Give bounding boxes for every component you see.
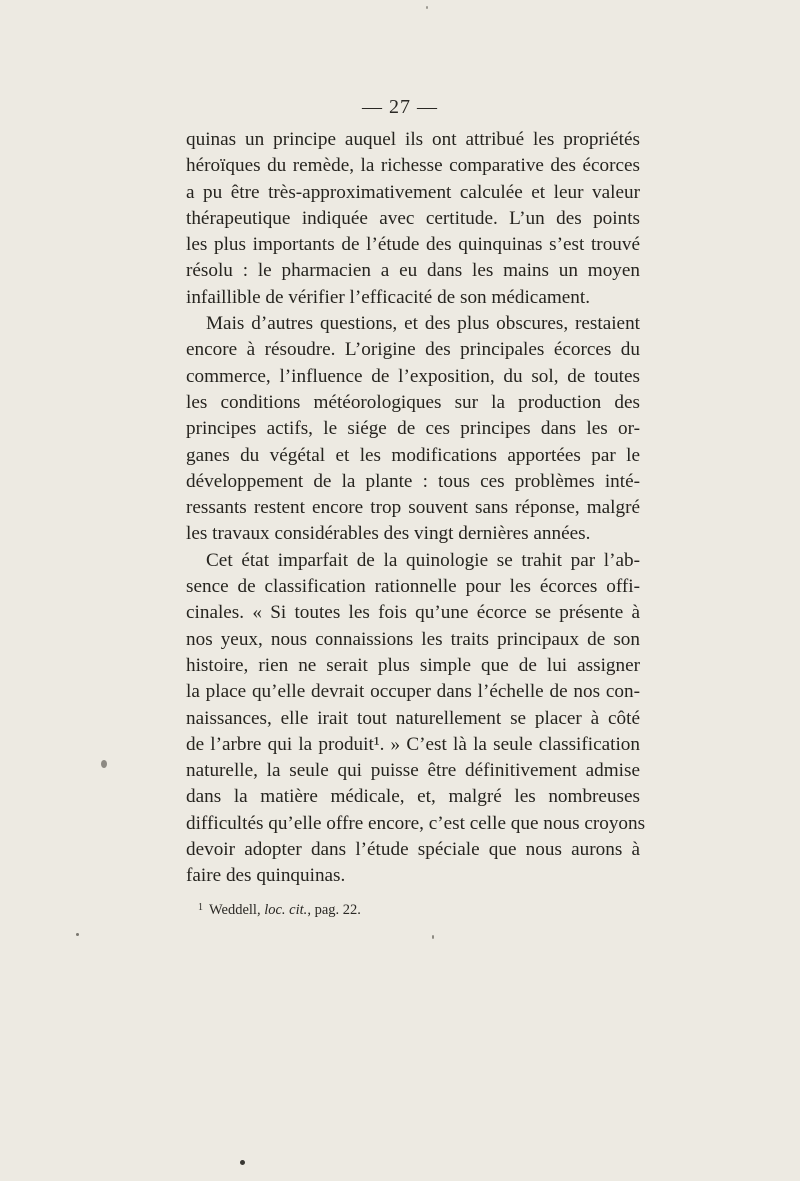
scan-speck xyxy=(76,933,79,936)
body-text xyxy=(186,127,646,890)
text-line: ressants restent encore trop souvent sans réponse, malgré xyxy=(186,497,640,519)
text-line: développement de la plante : tous ces problèmes inté- xyxy=(186,470,640,492)
text-line: Cet état imparfait de la quinologie se trahit par l’ab- xyxy=(206,549,640,571)
text-line: devoir adopter dans l’étude spéciale que nous aurons à xyxy=(186,839,640,861)
text-line: héroïques du remède, la richesse comparative des écorces xyxy=(186,155,640,177)
text-line: dans la matière médicale, et, malgré les nombreuses xyxy=(186,786,640,808)
text-line: commerce, l’influence de l’exposition, du sol, de toutes xyxy=(186,365,640,387)
paragraph xyxy=(186,548,646,890)
text-line: résolu : le pharmacien a eu dans les mains un moyen xyxy=(186,260,640,282)
scan-speck xyxy=(432,935,434,939)
text-line: les plus importants de l’étude des quinquinas s’est trouvé xyxy=(186,234,640,256)
footnote-citation: loc. cit. xyxy=(264,902,308,918)
text-line: principes actifs, le siége de ces principes dans les or- xyxy=(186,418,640,440)
text-line: faire des quinquinas. xyxy=(186,865,346,887)
text-line: a pu être très-approximativement calculée et leur valeur xyxy=(186,181,640,203)
paragraph xyxy=(186,127,640,311)
scan-speck xyxy=(240,1160,245,1165)
paragraph xyxy=(186,311,640,548)
text-line: de l’arbre qui la produit¹. » C’est là la seule classification xyxy=(186,733,640,755)
text-line: histoire, rien ne serait plus simple que de lui assigner xyxy=(186,654,640,676)
text-line: encore à résoudre. L’origine des principales écorces du xyxy=(186,339,640,361)
scan-speck xyxy=(101,760,107,768)
text-line: nos yeux, nous connaissions les traits principaux de son xyxy=(186,628,640,650)
page-number: — 27 — xyxy=(362,96,438,118)
text-line: naissances, elle irait tout naturellement se placer à côté xyxy=(186,707,640,729)
footnote xyxy=(198,902,361,919)
text-line: cinales. « Si toutes les fois qu’une écorce se présente à xyxy=(186,602,640,624)
text-line: naturelle, la seule qui puisse être définitivement admise xyxy=(186,760,640,782)
text-line: les conditions météorologiques sur la production des xyxy=(186,391,640,413)
text-line: quinas un principe auquel ils ont attribué les propriétés xyxy=(186,129,640,150)
text-line: ganes du végétal et les modifications apportées par le xyxy=(186,444,640,466)
text-line: la place qu’elle devrait occuper dans l’échelle de nos con- xyxy=(186,681,640,703)
text-line: thérapeutique indiquée avec certitude. L’un des points xyxy=(186,207,640,229)
text-line: Mais d’autres questions, et des plus obscures, restaient xyxy=(206,313,640,335)
text-line: difficultés qu’elle offre encore, c’est celle que nous croyons xyxy=(186,812,646,834)
text-line: les travaux considérables des vingt dernières années. xyxy=(186,523,591,545)
text-line: infaillible de vérifier l’efficacité de son médicament. xyxy=(186,286,590,308)
footnote-marker: 1 xyxy=(198,902,203,913)
scan-speck xyxy=(426,6,428,9)
footnote-author: Weddell, xyxy=(209,902,265,918)
text-line: sence de classification rationnelle pour les écorces offi- xyxy=(186,576,640,598)
footnote-page: , pag. 22. xyxy=(307,902,361,918)
